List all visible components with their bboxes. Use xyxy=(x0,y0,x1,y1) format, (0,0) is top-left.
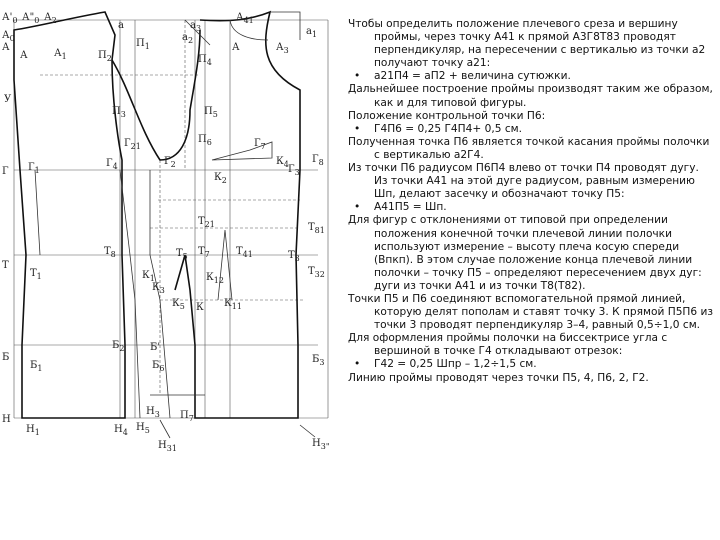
label-subscript: 4 xyxy=(122,428,128,437)
label-t7: $Т_7$ xyxy=(198,246,210,259)
label-b2: $Б_2$ xyxy=(112,340,125,353)
label-k5: $К_5$ xyxy=(172,298,185,311)
label-a0: $А_0$ xyxy=(2,30,15,43)
label-subscript: 3 xyxy=(195,24,202,33)
label-subscript: 1 xyxy=(311,30,318,39)
label-subscript: 32 xyxy=(314,270,325,279)
label-k11: $К_{11}$ xyxy=(224,298,242,311)
label-subscript: 1 xyxy=(34,166,40,175)
label-a1-top: $а_1$ xyxy=(306,26,318,39)
label-subscript: 2 xyxy=(187,36,194,45)
label-g-left: Г xyxy=(2,166,9,177)
label-a41-top: $А_{41}$ xyxy=(236,12,254,25)
label-h31: $Н_{31}$ xyxy=(158,440,177,453)
label-subscript: 2 xyxy=(119,344,125,353)
label-g8: $Г_8$ xyxy=(312,154,324,167)
label-t81: $Т_{81}$ xyxy=(308,222,325,235)
paragraph-1: Чтобы определить положение плечевого среза и вершину проймы, через точку А41 к прямой А3Г8Т83 проводят перпендикуляр, на пересечении с вертикалью из точки а2 получают точку а21: xyxy=(348,18,706,70)
label-subscript: 5 xyxy=(212,110,218,119)
label-p1: $П_1$ xyxy=(136,38,150,51)
label-subscript: 12 xyxy=(213,276,224,285)
label-subscript: 3 xyxy=(294,168,300,177)
bullet-2: • Г4П6 = 0,25 Г4П4+ 0,5 см. xyxy=(348,123,714,136)
construction-dashed-lines xyxy=(40,20,305,395)
label-a3: $А_3$ xyxy=(276,42,289,55)
construction-grid xyxy=(14,20,328,418)
text-panel xyxy=(348,18,714,385)
label-a2: $А_1$ xyxy=(54,48,67,61)
label-t32: $Т_{32}$ xyxy=(308,266,325,279)
label-h5: $Н_5$ xyxy=(136,422,150,435)
label-h-left: Н xyxy=(2,414,11,425)
label-subscript: 4 xyxy=(206,58,212,67)
label-subscript: 5 xyxy=(182,252,188,261)
label-subscript: 0 xyxy=(12,16,18,25)
label-subscript: 0 xyxy=(34,16,40,25)
label-t5: $Т_5$ xyxy=(176,248,188,261)
label-b1: $Б_1$ xyxy=(30,360,43,373)
label-k2: $К_2$ xyxy=(214,172,227,185)
label-t4: $Т_{41}$ xyxy=(236,246,253,259)
label-t1: $Т_1$ xyxy=(30,268,42,281)
paragraph-9: Линию проймы проводят через точки П5, 4, П6, 2, Г2. xyxy=(348,371,649,384)
label-subscript: 3 xyxy=(319,358,325,367)
label-h1: $Н_1$ xyxy=(26,424,40,437)
label-subscript: 1 xyxy=(61,52,67,61)
label-k3: $К_3$ xyxy=(152,282,165,295)
label-subscript: 3 xyxy=(154,410,160,419)
label-subscript: 8 xyxy=(110,250,116,259)
label-subscript: 1 xyxy=(36,272,42,281)
label-subscript: 3 xyxy=(120,110,126,119)
label-subscript: 7 xyxy=(188,414,194,423)
label-a2-top: $А_2$ xyxy=(44,12,57,25)
label-subscript: 3 xyxy=(283,46,289,55)
label-k12: $К_{12}$ xyxy=(206,272,224,285)
label-subscript: 3" xyxy=(320,442,330,451)
label-subscript: 1 xyxy=(37,364,43,373)
label-subscript: 8 xyxy=(318,158,324,167)
paragraph-8: Для оформления проймы полочки на биссектрисе угла с вершиной в точке Г4 откладывают отрезок: xyxy=(348,332,668,358)
bullet-4: • Г42 = 0,25 Шпр – 1,2÷1,5 см. xyxy=(348,358,714,371)
bullet-3: • А41П5 = Шп. xyxy=(348,201,714,214)
label-p7: $П_7$ xyxy=(180,410,194,423)
label-subscript: 6 xyxy=(159,364,165,373)
label-subscript: 5 xyxy=(144,426,150,435)
label-subscript: 2 xyxy=(221,176,227,185)
label-p2: $П_2$ xyxy=(98,50,112,63)
label-subscript: 3 xyxy=(159,286,165,295)
label-subscript: 1 xyxy=(34,428,40,437)
label-g7: $Г_7$ xyxy=(254,138,266,151)
label-subscript: 0 xyxy=(9,34,15,43)
label-b-left: Б xyxy=(2,352,10,363)
label-p4: $П_4$ xyxy=(198,54,212,67)
label-subscript: 5 xyxy=(179,302,185,311)
label-a-mid: А xyxy=(20,50,28,61)
label-a-left: А xyxy=(2,42,10,53)
label-a2: $а_2$ xyxy=(182,32,194,45)
label-k-: К xyxy=(196,302,204,313)
paragraph-3: Положение контрольной точки П6: xyxy=(348,109,546,122)
front-outline xyxy=(175,12,300,418)
paragraph-4: Полученная точка П6 является точкой касания проймы полочки с вертикалью а2Г4. xyxy=(348,135,710,161)
label-p3: $П_3$ xyxy=(112,106,126,119)
paragraph-2: Дальнейшее построение проймы производят таким же образом, как и для типовой фигуры. xyxy=(348,83,713,109)
label-h4: $Н_4$ xyxy=(114,424,128,437)
label-a5: А xyxy=(232,42,240,53)
label-k4: $К_4$ xyxy=(276,156,289,169)
label-b6: $Б_6$ xyxy=(152,360,165,373)
pattern-drawing xyxy=(0,0,340,540)
label-p6: $П_6$ xyxy=(198,134,212,147)
point-labels xyxy=(2,12,330,453)
label-b3: $Б_3$ xyxy=(312,354,325,367)
label-subscript: 2 xyxy=(51,16,57,25)
label-a0-top: $А"_0$ xyxy=(22,12,40,25)
label-subscript: 6 xyxy=(206,138,212,147)
label-t3: $Т_3$ xyxy=(288,250,300,263)
label-t-left: Т xyxy=(2,260,9,271)
label-bprime: Б' xyxy=(150,342,161,353)
waist-dart xyxy=(35,170,232,300)
label-subscript: 2 xyxy=(170,160,176,169)
label-g21: $Г_{21}$ xyxy=(124,138,141,151)
label-subscript: 11 xyxy=(231,302,242,311)
paragraph-5: Из точки П6 радиусом П6П4 влево от точки П4 проводят дугу. Из точки А41 на этой дуге радиусом, равным измерению Шп, делают засечку и обозначают точку П5: xyxy=(348,162,699,201)
label-subscript: 81 xyxy=(314,226,325,235)
label-subscript: 41 xyxy=(242,250,253,259)
label-g3: $Г_3$ xyxy=(288,164,300,177)
label-subscript: 3 xyxy=(294,254,300,263)
paragraph-6: Для фигур с отклонениями от типовой при определении положения конечной точки плечевой линии полочки используют измерение – высоту плеча косую спереди (Впкп). В этом случае положение конца плечевой линии полочки – точку П5 – определяют пересечением двух дуг: дуги из точки А41 и из точки Т8(Т82). xyxy=(348,214,702,292)
label-subscript: 4 xyxy=(283,160,289,169)
label-g1: $Г_1$ xyxy=(28,162,40,175)
label-g2: $Г_2$ xyxy=(164,156,176,169)
label-a3-top: $а_3$ xyxy=(190,20,202,33)
label-subscript: 21 xyxy=(204,220,215,229)
bullet-1: • а21П4 = аП2 + величина сутюжки. xyxy=(348,70,714,83)
label-subscript: 7 xyxy=(204,250,210,259)
label-h3pp: $Н_{3"}$ xyxy=(312,438,330,451)
label-subscript: 1 xyxy=(144,42,150,51)
label-subscript: 2 xyxy=(106,54,112,63)
label-p5: $П_5$ xyxy=(204,106,218,119)
label-y: У xyxy=(4,94,12,105)
paragraph-7: Точки П5 и П6 соединяют вспомогательной прямой линией, которую делят пополам и ставят точку 3. К прямой П5П6 из точки 3 проводят перпендикуляр 3–4, равный 0,5÷1,0 см. xyxy=(348,292,714,332)
label-subscript: 41 xyxy=(243,16,254,25)
label-k1: $К_1$ xyxy=(142,270,155,283)
label-h3: $Н_3$ xyxy=(146,406,160,419)
label-t21: $Т_{21}$ xyxy=(198,216,215,229)
label-subscript: 4 xyxy=(112,162,118,171)
label-t8: $Т_8$ xyxy=(104,246,116,259)
label-subscript: 21 xyxy=(130,142,141,151)
label-subscript: 7 xyxy=(260,142,266,151)
label-subscript: 1 xyxy=(149,274,155,283)
label-a-top: а xyxy=(118,20,124,31)
bottom-front-offset xyxy=(150,395,315,438)
label-a-left-top: $А'_0$ xyxy=(2,12,18,25)
back-outline xyxy=(14,12,125,418)
label-subscript: 31 xyxy=(166,444,177,453)
label-g4: $Г_4$ xyxy=(106,158,118,171)
